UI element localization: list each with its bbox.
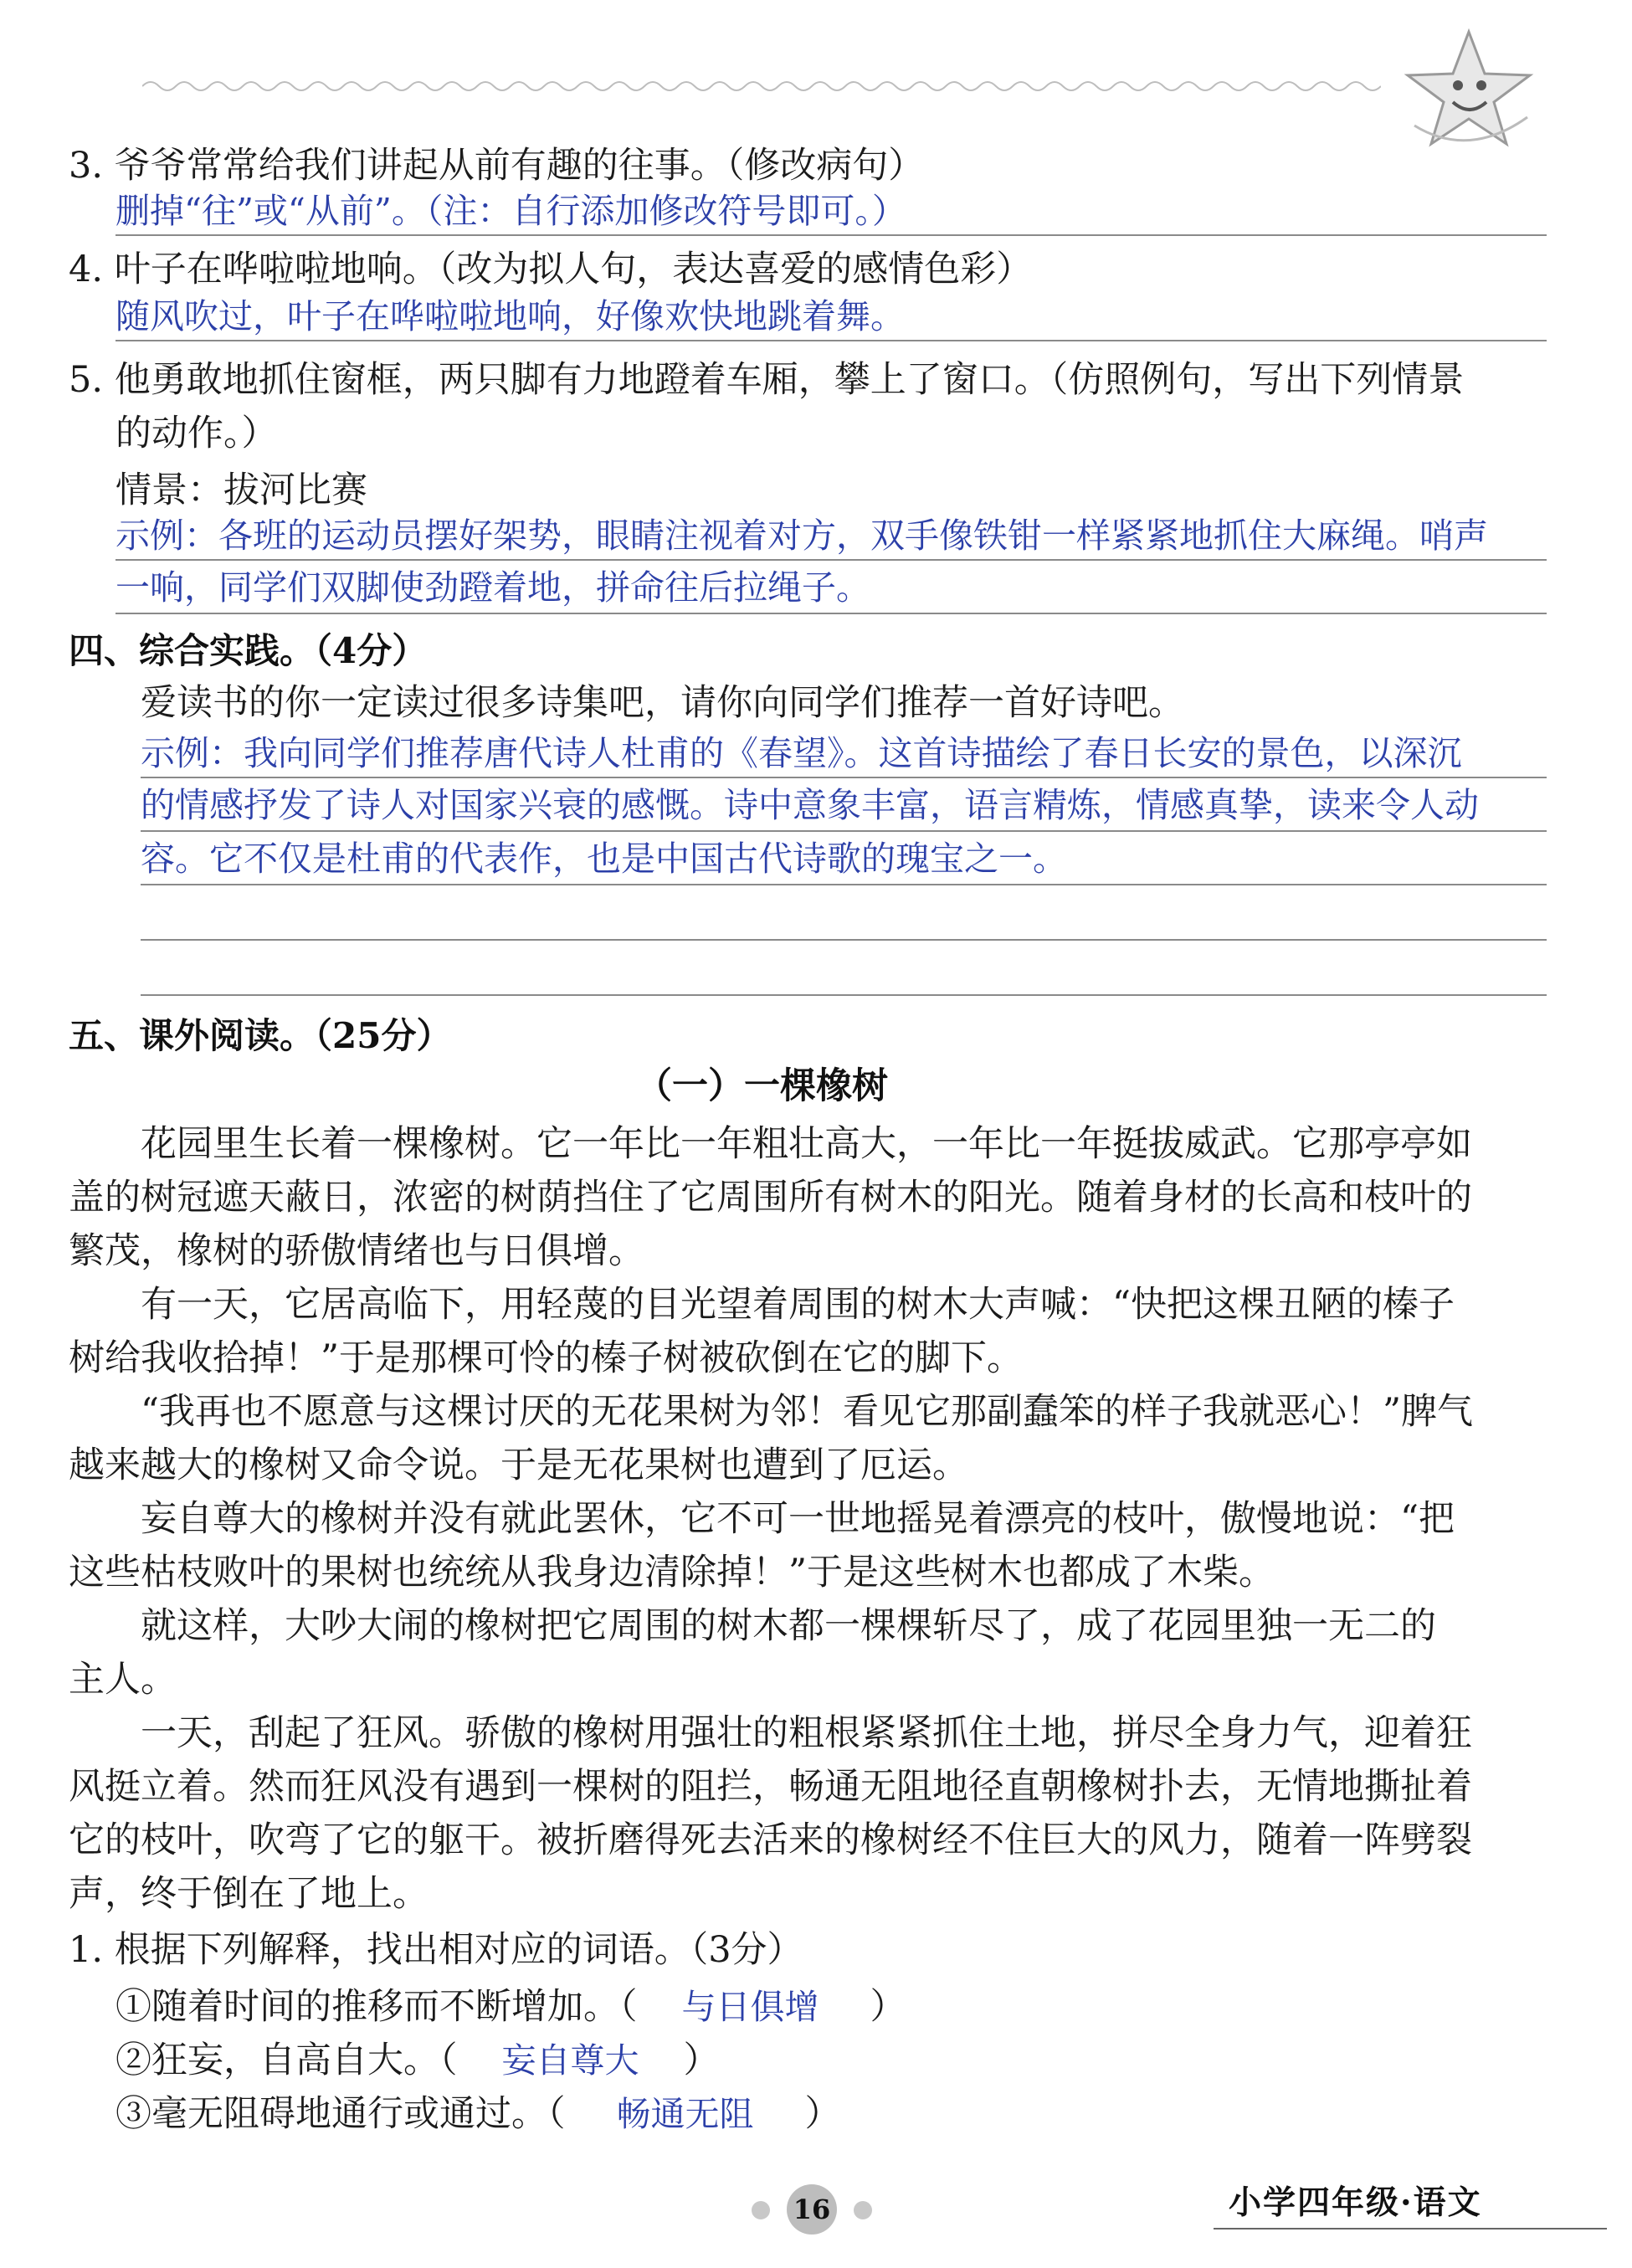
story-line: 树给我收拾掉！”于是那棵可怜的榛子树被砍倒在它的脚下。 <box>69 1337 1023 1379</box>
answer-line <box>115 234 1547 236</box>
reading-question-1: 1. 根据下列解释，找出相对应的词语。（3分） <box>69 1929 803 1971</box>
item-close: ） <box>683 2040 720 2081</box>
story-line: 就这样，大吵大闹的橡树把它周围的树木都一棵棵斩尽了，成了花园里独一无二的 <box>141 1605 1436 1647</box>
story-line: “我再也不愿意与这棵讨厌的无花果树为邻！看见它那副蠢笨的样子我就恶心！”脾气 <box>141 1391 1473 1433</box>
item-answer: 畅通无阻 <box>616 2094 754 2134</box>
item-prompt: ③毫无阻碍地通行或通过。（ <box>115 2093 566 2135</box>
story-line: 风挺立着。然而狂风没有遇到一棵树的阻拦，畅通无阻地径直朝橡树扑去，无情地撕扯着 <box>69 1766 1472 1808</box>
story-line: 它的枝叶，吹弯了它的躯干。被折磨得死去活来的橡树经不住巨大的风力，随着一阵劈裂 <box>69 1819 1472 1861</box>
story-line: 一天，刮起了狂风。骄傲的橡树用强壮的粗根紧紧抓住土地，拼尽全身力气，迎着狂 <box>141 1712 1472 1754</box>
section-4-heading: 四、综合实践。（4分） <box>69 630 428 671</box>
reading-q1-item-1 <box>115 1982 906 2032</box>
answer-line <box>141 939 1547 941</box>
item-close: ） <box>804 2093 841 2135</box>
item-prompt: ②狂妄，自高自大。（ <box>115 2040 458 2081</box>
answer-line <box>115 559 1547 561</box>
item-answer: 与日俱增 <box>681 1987 819 2027</box>
footer-grade-subject: 小学四年级·语文 <box>1229 2183 1482 2222</box>
story-line: 盖的树冠遮天蔽日，浓密的树荫挡住了它周围所有树木的阳光。随着身材的长高和枝叶的 <box>69 1177 1472 1219</box>
item-answer: 妄自尊大 <box>501 2040 639 2081</box>
item-close: ） <box>870 1986 906 2028</box>
answer-line <box>141 777 1547 778</box>
story-line: 妄自尊大的橡树并没有就此罢休，它不可一世地摇晃着漂亮的枝叶，傲慢地说：“把 <box>141 1498 1455 1540</box>
item-prompt: ①随着时间的推移而不断增加。（ <box>115 1986 638 2028</box>
answer-line <box>115 340 1547 341</box>
story-line: 越来越大的橡树又命令说。于是无花果树也遭到了厄运。 <box>69 1444 968 1486</box>
question-3-text: 3. 爷爷常常给我们讲起从前有趣的往事。（修改病句） <box>69 145 925 187</box>
header-wave-decoration <box>142 74 1381 99</box>
section-4-answer-line2: 的情感抒发了诗人对国家兴衰的感慨。诗中意象丰富，语言精炼，情感真挚，读来令人动 <box>141 785 1479 825</box>
answer-line <box>115 613 1547 614</box>
section-4-prompt: 爱读书的你一定读过很多诗集吧，请你向同学们推荐一首好诗吧。 <box>141 682 1184 724</box>
story-line: 这些枯枝败叶的果树也统统从我身边清除掉！”于是这些树木也都成了木柴。 <box>69 1552 1275 1593</box>
smiling-star-icon <box>1398 25 1540 151</box>
question-5-scene: 情景：拔河比赛 <box>115 470 367 511</box>
section-4-answer-line1: 示例：我向同学们推荐唐代诗人杜甫的《春望》。这首诗描绘了春日长安的景色，以深沉 <box>141 733 1462 773</box>
answer-line <box>141 884 1547 885</box>
question-4-answer: 随风吹过，叶子在哗啦啦地响，好像欢快地跳着舞。 <box>115 296 905 336</box>
question-5-answer-line1: 示例：各班的运动员摆好架势，眼睛注视着对方，双手像铁钳一样紧紧地抓住大麻绳。哨声 <box>115 516 1488 556</box>
section-4-answer-line3: 容。它不仅是杜甫的代表作，也是中国古代诗歌的瑰宝之一。 <box>141 839 1067 879</box>
story-line: 主人。 <box>69 1659 177 1701</box>
footer-dot-left <box>752 2201 770 2219</box>
answer-line <box>141 994 1547 996</box>
footer-rule <box>1214 2228 1607 2230</box>
question-5-text-line2: 的动作。） <box>115 413 278 454</box>
answer-line <box>141 830 1547 832</box>
page-number: 16 <box>787 2184 837 2235</box>
footer-dot-right <box>854 2201 872 2219</box>
story-title: （一）一棵橡树 <box>636 1065 888 1107</box>
story-line: 声，终于倒在了地上。 <box>69 1873 429 1915</box>
story-line: 花园里生长着一棵橡树。它一年比一年粗壮高大，一年比一年挺拔威武。它那亭亭如 <box>141 1123 1472 1165</box>
section-5-heading: 五、课外阅读。（25分） <box>69 1015 452 1056</box>
question-5-text-line1: 5. 他勇敢地抓住窗框，两只脚有力地蹬着车厢，攀上了窗口。（仿照例句，写出下列情景 <box>69 359 1465 401</box>
story-line: 繁茂，橡树的骄傲情绪也与日俱增。 <box>69 1230 644 1272</box>
reading-q1-item-2 <box>115 2035 720 2086</box>
question-4-text: 4. 叶子在哗啦啦地响。（改为拟人句，表达喜爱的感情色彩） <box>69 249 1033 290</box>
reading-q1-item-3 <box>115 2089 841 2139</box>
question-3-answer: 删掉“往”或“从前”。（注：自行添加修改符号即可。） <box>115 191 906 231</box>
question-5-answer-line2: 一响，同学们双脚使劲蹬着地，拼命往后拉绳子。 <box>115 567 870 608</box>
story-line: 有一天，它居高临下，用轻蔑的目光望着周围的树木大声喊：“快把这棵丑陋的榛子 <box>141 1284 1455 1326</box>
